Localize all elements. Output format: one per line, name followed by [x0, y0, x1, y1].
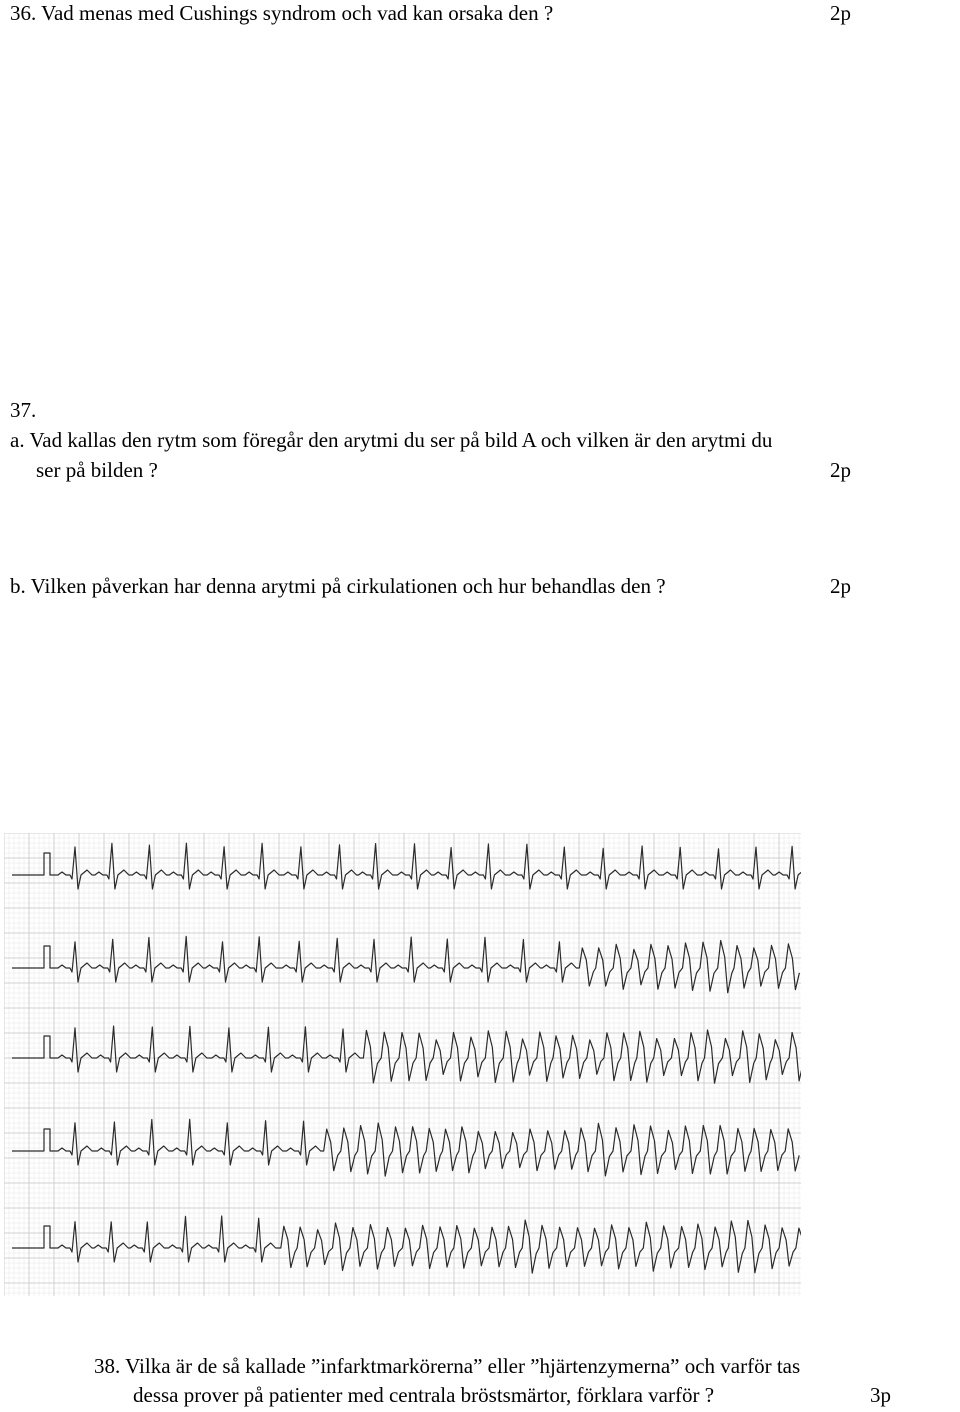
- question-38-points: 3p: [870, 1383, 891, 1407]
- question-37a-points: 2p: [830, 458, 851, 482]
- question-37b-points: 2p: [830, 574, 851, 598]
- question-37-number: 37.: [10, 398, 37, 422]
- question-37b-text: b. Vilken påverkan har denna arytmi på cirkulationen och hur behandlas den ?: [10, 574, 666, 598]
- ecg-image: [4, 833, 801, 1296]
- question-37a-line1: a. Vad kallas den rytm som föregår den arytmi du ser på bild A och vilken är den arytmi du: [10, 428, 773, 452]
- ecg-strip-svg: [4, 833, 801, 1296]
- question-36-points: 2p: [830, 1, 851, 25]
- question-38-line1: 38. Vilka är de så kallade ”infarktmarkörerna” eller ”hjärtenzymerna” och varför tas: [94, 1354, 801, 1378]
- question-38-line2: dessa prover på patienter med centrala bröstsmärtor, förklara varför ?: [133, 1383, 715, 1407]
- question-37a-line2: ser på bilden ?: [36, 458, 158, 482]
- question-36-text: 36. Vad menas med Cushings syndrom och vad kan orsaka den ?: [10, 1, 554, 25]
